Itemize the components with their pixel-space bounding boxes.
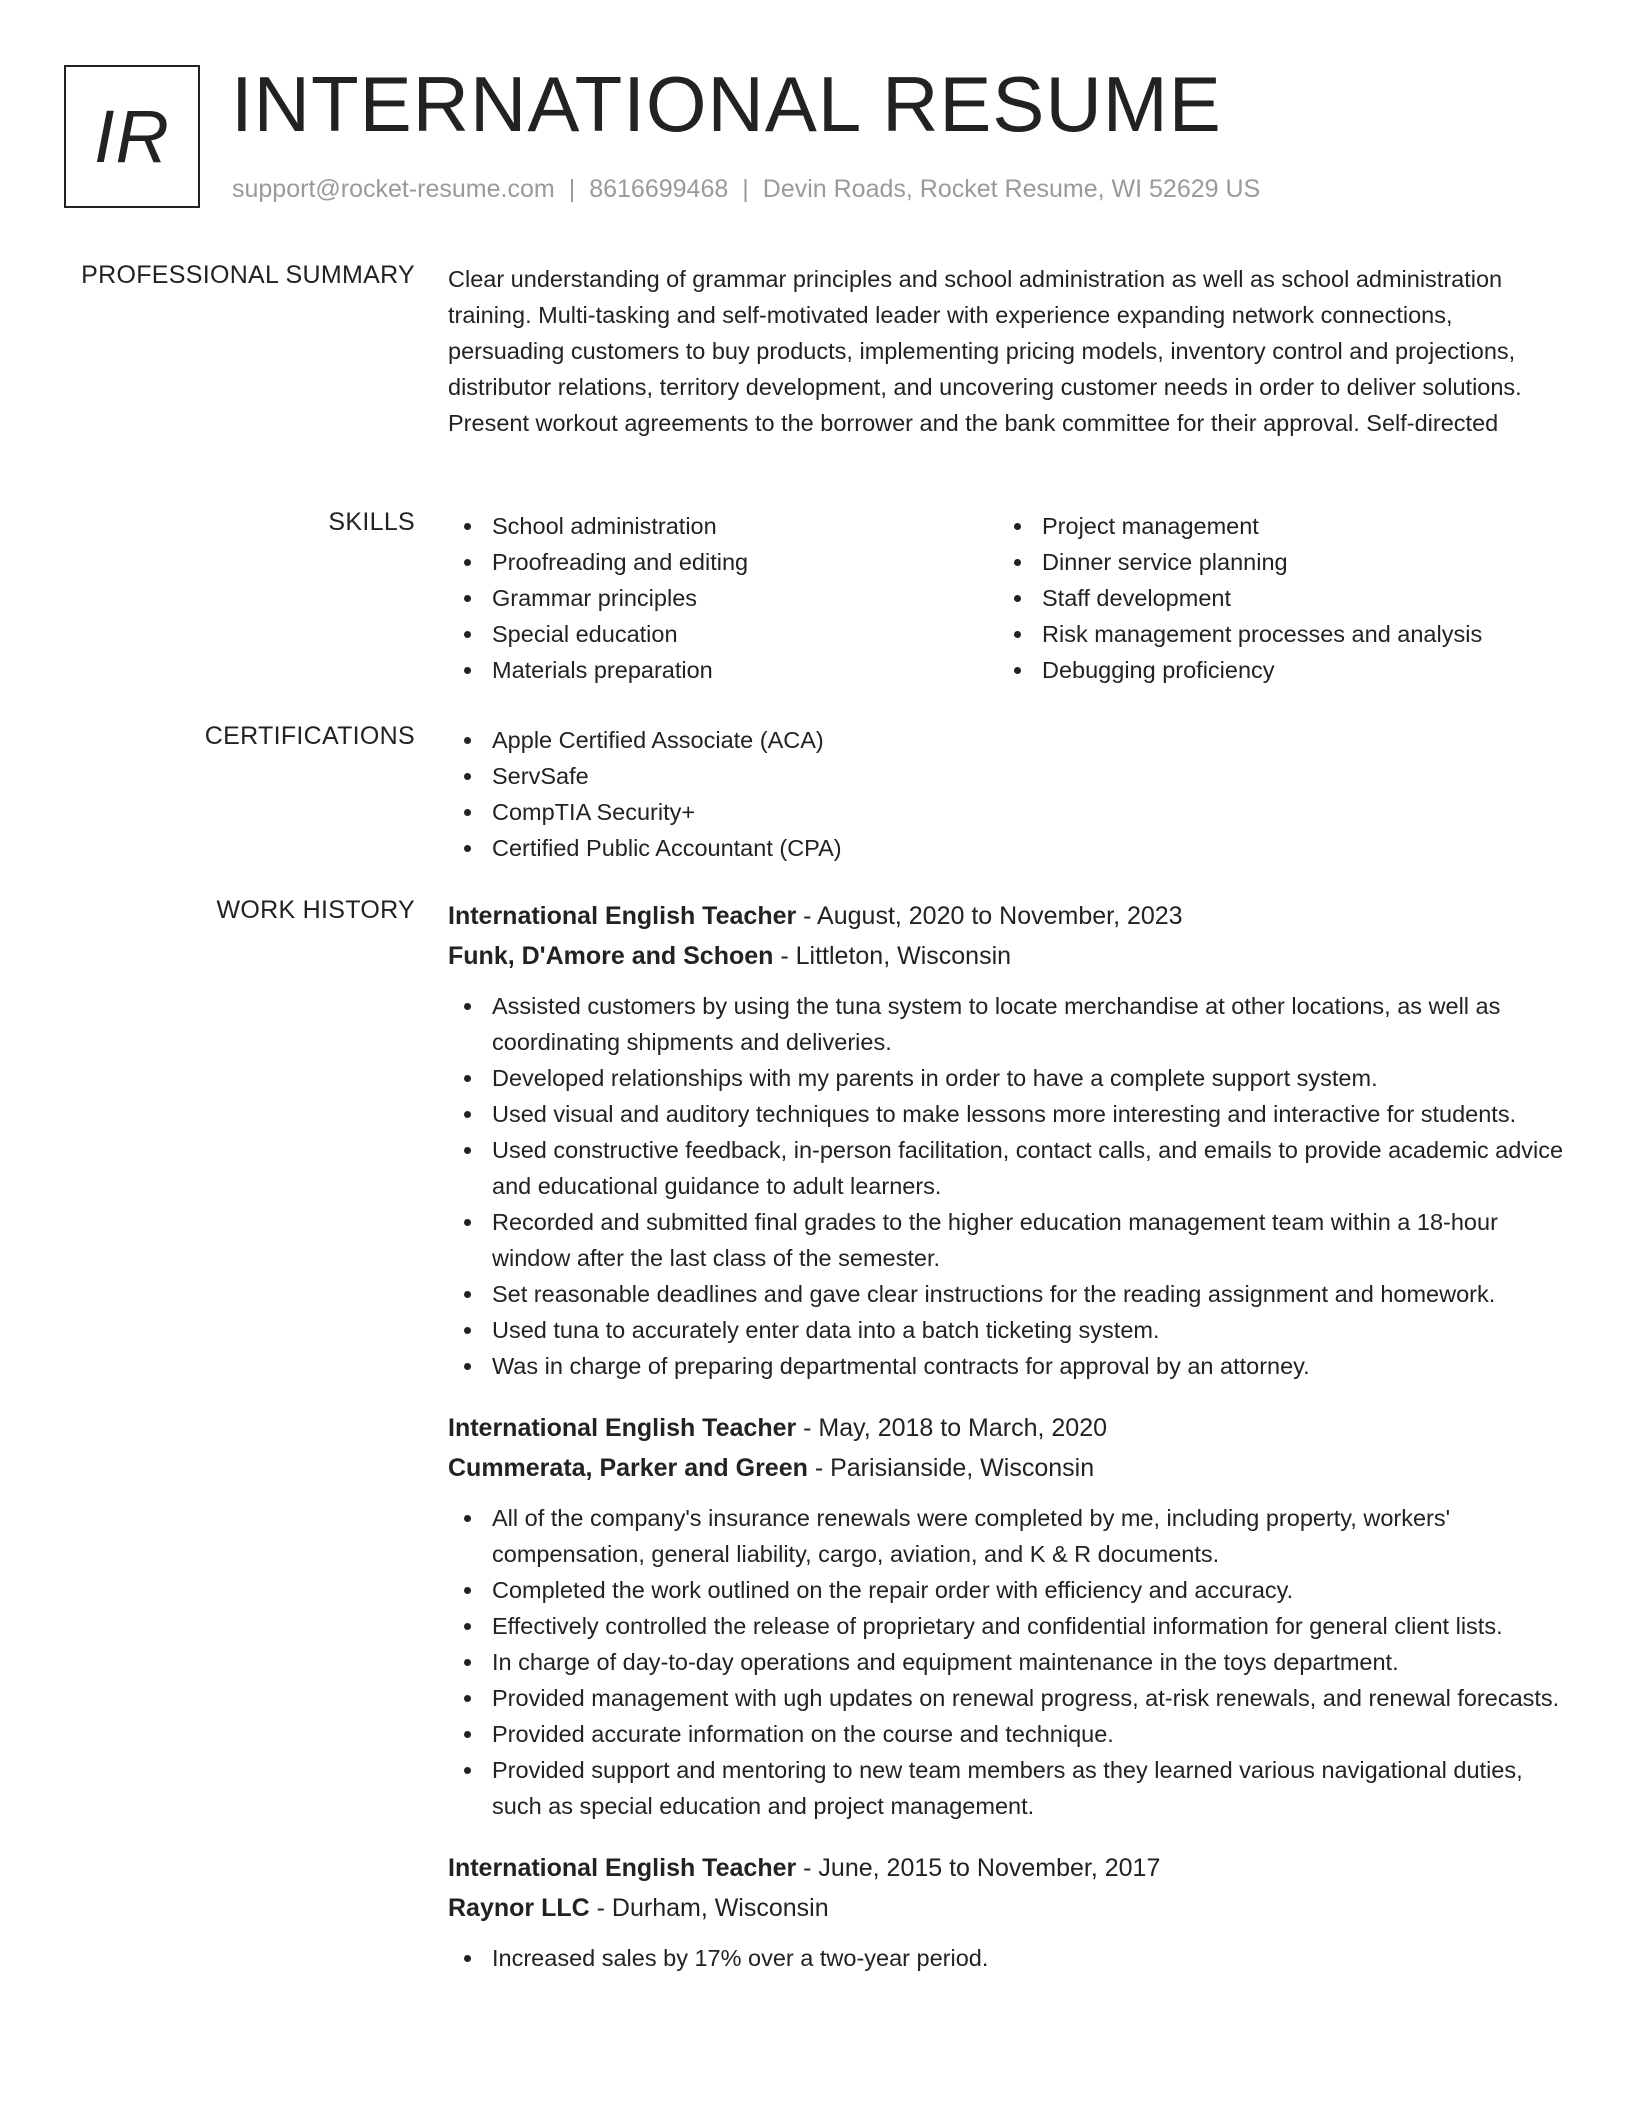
certifications-list [448,722,1568,866]
monogram-logo: IR [64,65,200,208]
list-item: Apple Certified Associate (ACA) [448,722,1568,758]
list-item: Materials preparation [448,652,998,688]
list-item: Proofreading and editing [448,544,998,580]
list-item: Increased sales by 17% over a two-year period. [448,1940,1568,1976]
contact-separator: | [568,175,576,203]
job-title: International English Teacher [448,902,797,930]
list-item: School administration [448,508,998,544]
job-company-line [448,1888,1568,1928]
list-item: Risk management processes and analysis [998,616,1548,652]
job-duties-list [448,1940,1568,1976]
job-title-line [448,896,1568,936]
contact-email: support@rocket-resume.com [232,175,555,203]
list-item: All of the company's insurance renewals were completed by me, including property, workers' compensation, general liability, cargo, aviation, and K & R documents. [448,1500,1568,1572]
list-item: Staff development [998,580,1548,616]
list-item: Used tuna to accurately enter data into a batch ticketing system. [448,1312,1568,1348]
list-item: Recorded and submitted final grades to the higher education management team within a 18-hour window after the last class of the semester. [448,1204,1568,1276]
summary-text: Clear understanding of grammar principles and school administration as well as school administration training. Multi-tasking and self-motivated leader with experience expanding network connections, persuading customers to buy products, implementing pricing models, inventory control and projections, distributor relations, territory development, and uncovering customer needs in order to deliver solutions. Present workout agreements to the borrower and the bank committee for their approval. Self-directed [448,266,1522,436]
list-item: Special education [448,616,998,652]
list-item: Project management [998,508,1548,544]
work-history-body [448,896,1568,2000]
job-company: Raynor LLC [448,1894,590,1922]
job-location: - Littleton, Wisconsin [773,942,1012,970]
job-entry [448,1408,1568,1824]
job-dates: - August, 2020 to November, 2023 [796,902,1183,930]
list-item: Assisted customers by using the tuna system to locate merchandise at other locations, as well as coordinating shipments and deliveries. [448,988,1568,1060]
job-title: International English Teacher [448,1414,797,1442]
list-item: Completed the work outlined on the repair order with efficiency and accuracy. [448,1572,1568,1608]
list-item: Used constructive feedback, in-person facilitation, contact calls, and emails to provide academic advice and educational guidance to adult learners. [448,1132,1568,1204]
section-label-certifications: CERTIFICATIONS [204,722,415,750]
skills-grid [448,508,1568,688]
page-title: INTERNATIONAL RESUME [231,60,1222,148]
section-label-summary: PROFESSIONAL SUMMARY [81,261,415,289]
contact-separator: | [742,175,749,203]
job-company-line [448,1448,1568,1488]
list-item: Debugging proficiency [998,652,1548,688]
job-dates: - May, 2018 to March, 2020 [796,1414,1108,1442]
job-entry [448,896,1568,1384]
job-dates: - June, 2015 to November, 2017 [796,1854,1161,1882]
list-item: In charge of day-to-day operations and equipment maintenance in the toys department. [448,1644,1568,1680]
list-item: Dinner service planning [998,544,1548,580]
list-item: Provided management with ugh updates on renewal progress, at-risk renewals, and renewal forecasts. [448,1680,1568,1716]
contact-phone: 8616699468 [589,175,729,203]
list-item: Developed relationships with my parents in order to have a complete support system. [448,1060,1568,1096]
list-item: CompTIA Security+ [448,794,1568,830]
skills-list-left [448,508,998,688]
contact-line [232,175,1260,204]
job-location: - Parisianside, Wisconsin [807,1454,1095,1482]
list-item: Provided accurate information on the course and technique. [448,1716,1568,1752]
list-item: Certified Public Accountant (CPA) [448,830,1568,866]
job-duties-list [448,1500,1568,1824]
job-company: Funk, D'Amore and Schoen [448,942,774,970]
list-item: Grammar principles [448,580,998,616]
contact-address: Devin Roads, Rocket Resume, WI 52629 US [762,175,1261,203]
skills-list-right [998,508,1548,688]
skills-body [448,508,1568,688]
section-label-work-history: WORK HISTORY [216,896,415,924]
job-company-line [448,936,1568,976]
job-title: International English Teacher [448,1854,797,1882]
job-company: Cummerata, Parker and Green [448,1454,808,1482]
list-item: ServSafe [448,758,1568,794]
list-item: Was in charge of preparing departmental contracts for approval by an attorney. [448,1348,1568,1384]
job-title-line [448,1848,1568,1888]
list-item: Set reasonable deadlines and gave clear instructions for the reading assignment and homework. [448,1276,1568,1312]
certifications-body [448,722,1568,866]
job-location: - Durham, Wisconsin [589,1894,829,1922]
section-label-skills: SKILLS [328,508,415,536]
job-title-line [448,1408,1568,1448]
list-item: Effectively controlled the release of proprietary and confidential information for general client lists. [448,1608,1568,1644]
list-item: Provided support and mentoring to new team members as they learned various navigational duties, such as special education and project management. [448,1752,1568,1824]
job-entry [448,1848,1568,1976]
list-item: Used visual and auditory techniques to make lessons more interesting and interactive for students. [448,1096,1568,1132]
job-duties-list [448,988,1568,1384]
